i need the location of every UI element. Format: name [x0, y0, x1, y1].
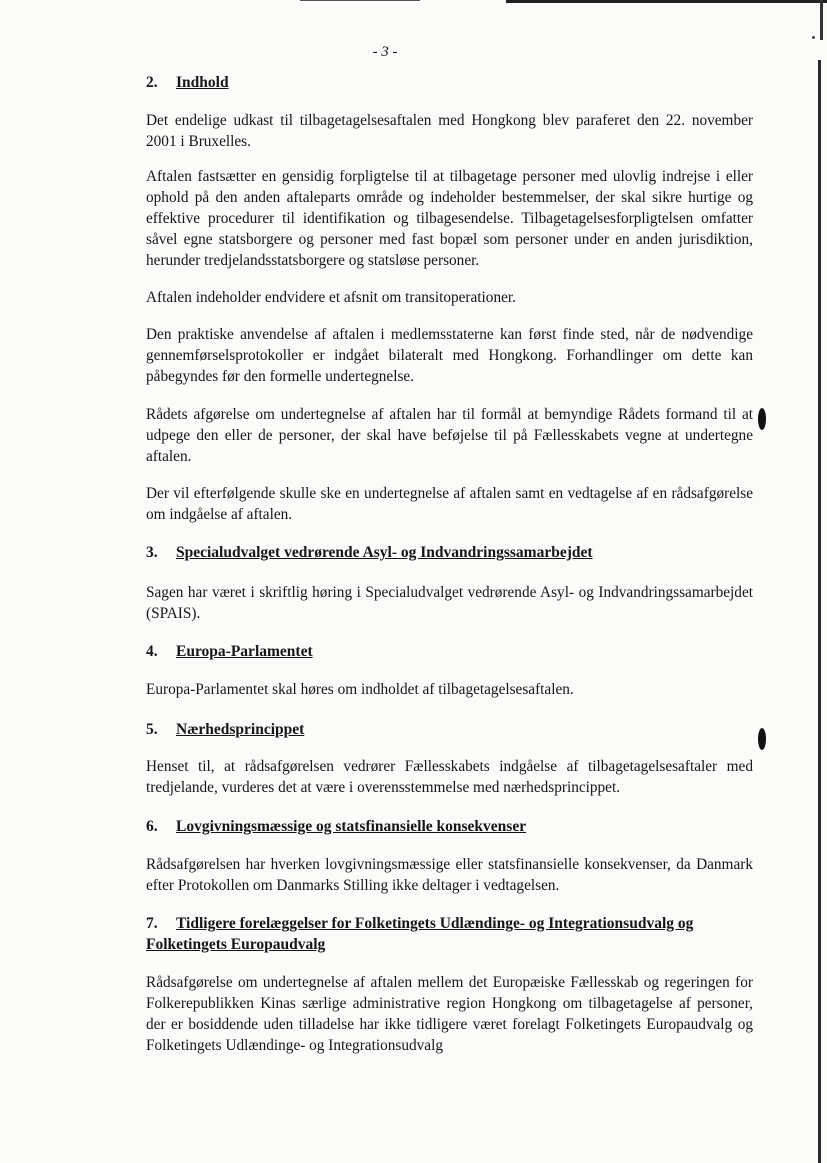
paragraph: Aftalen indeholder endvidere et afsnit om transitoperationer. [146, 289, 516, 306]
scan-edge-line [300, 0, 420, 1]
section-heading [146, 542, 766, 563]
paragraph: Den praktiske anvendelse af aftalen i medlemsstaterne kan først finde sted, når de nødvendige gennemførselsprotokoller er indgået bilateralt med Hongkong. Forhandlinger om dette kan påbegyndes før den formelle undertegnelse. [146, 326, 753, 385]
section-number: 6. [146, 818, 158, 835]
paragraph: Rådets afgørelse om undertegnelse af aftalen har til formål at bemyndige Rådets formand til at udpege den eller de personer, der skal have beføjelse til på Fællesskabets vegne at undertegne aftalen. [146, 406, 753, 465]
paragraph: Europa-Parlamentet skal høres om indholdet af tilbagetagelsesaftalen. [146, 681, 574, 698]
section-heading [146, 72, 766, 93]
section-heading [146, 719, 766, 740]
scan-right-edge [818, 60, 821, 1163]
section-heading [146, 816, 766, 837]
scan-edge-line [506, 0, 827, 3]
section-heading [146, 913, 766, 955]
section-heading [146, 641, 766, 662]
section-title: Nærhedsprincippet [176, 721, 305, 738]
section-title: Specialudvalget vedrørende Asyl- og Indvandringssamarbejdet [176, 544, 593, 561]
paragraph: Det endelige udkast til tilbagetagelsesaftalen med Hongkong blev paraferet den 22. november 2001 i Bruxelles. [146, 112, 753, 150]
scan-speck [812, 36, 815, 39]
page-number: - 3 - [372, 44, 398, 60]
section-title: Tidligere forelæggelser for Folketingets Udlændinge- og Integrationsudvalg og Folketingets Europaudvalg [146, 915, 694, 953]
section-number: 7. [146, 915, 158, 932]
section-number: 3. [146, 544, 158, 561]
paragraph: Rådsafgørelsen har hverken lovgivningsmæssige eller statsfinansielle konsekvenser, da Danmark efter Protokollen om Danmarks Stilling ikke deltager i vedtagelsen. [146, 856, 753, 894]
paragraph: Sagen har været i skriftlig høring i Specialudvalget vedrørende Asyl- og Indvandringssamarbejdet (SPAIS). [146, 584, 753, 622]
paragraph: Aftalen fastsætter en gensidig forpligtelse til at tilbagetage personer med ulovlig indrejse i eller ophold på den anden aftaleparts område og indeholder bestemmelser, der skal sikre hurtige og effektive procedurer til identifikation og tilbagesendelse. Tilbagetagelsesforpligtelsen omfatter såvel egne statsborgere og personer med fast bopæl som personer under en anden jurisdiktion, herunder tredjelandsstatsborgere og statsløse personer. [146, 168, 753, 269]
section-number: 5. [146, 721, 158, 738]
paragraph: Rådsafgørelse om undertegnelse af aftalen mellem det Europæiske Fællesskab og regeringen for Folkerepublikken Kinas særlige administrative region Hongkong om tilbagetagelse af personer, der er bosiddende uden tilladelse har ikke tidligere været forelagt Folketingets Europaudvalg og Folketingets Udlændinge- og Integrationsudvalg [146, 974, 753, 1054]
section-title: Europa-Parlamentet [176, 643, 313, 660]
paragraph: Henset til, at rådsafgørelsen vedrører Fællesskabets indgåelse af tilbagetagelsesaftaler med tredjelande, vurderes det at være i overensstemmelse med nærhedsprincippet. [146, 758, 753, 796]
section-number: 2. [146, 74, 158, 91]
punch-hole [758, 408, 766, 430]
paragraph: Der vil efterfølgende skulle ske en undertegnelse af aftalen samt en vedtagelse af en rådsafgørelse om indgåelse af aftalen. [146, 485, 753, 523]
section-number: 4. [146, 643, 158, 660]
section-title: Indhold [176, 74, 229, 91]
section-title: Lovgivningsmæssige og statsfinansielle konsekvenser [176, 818, 527, 835]
scan-right-edge [820, 0, 823, 40]
